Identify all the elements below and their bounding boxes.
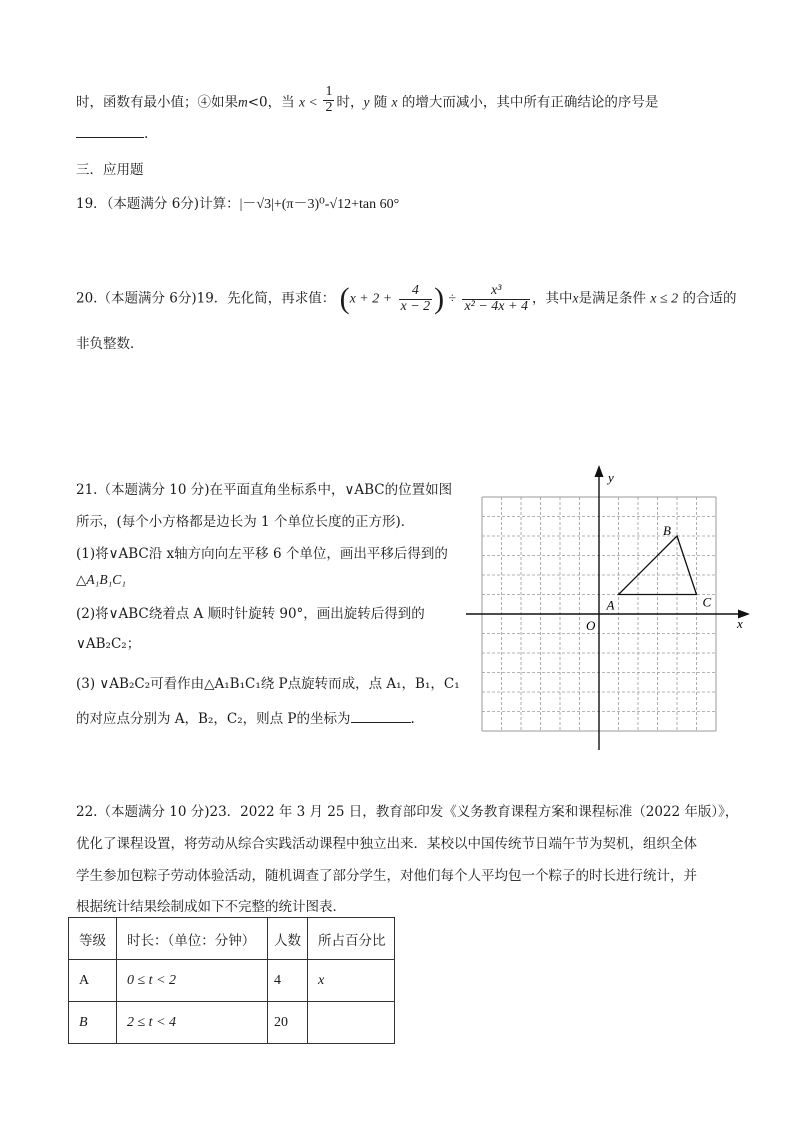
- fraction-one-half: $\frac{1}{2}$: [325, 84, 333, 115]
- table-row: [69, 960, 395, 1002]
- header-percentage: 所占百分比: [308, 918, 395, 960]
- question-20-line2: 非负整数．: [76, 336, 144, 352]
- x-axis-label: x: [737, 616, 743, 631]
- cell-duration: 2 ≤ t < 4: [117, 1002, 268, 1044]
- q21-answer-blank[interactable]: [351, 722, 411, 723]
- q18-line: 时，函数有最小值；④如果m<0，当 x < $\frac{1}{2}$ 时，y 随 x 的增大而减小，其中所有正确结论的序号是: [76, 84, 659, 115]
- cell-percentage[interactable]: x: [308, 960, 395, 1002]
- y-axis-arrow: [595, 465, 604, 477]
- fraction-4-over-x-2: $\frac{4}{x - 2}$: [400, 283, 431, 314]
- question-21-part3: (3) ∨AB₂C₂可看作由△A₁B₁C₁绕 P点旋转而成，点 A₁，B₁，C₁: [76, 676, 460, 692]
- cell-grade: B: [69, 1002, 117, 1044]
- question-21-part1: (1)将∨ABC沿 x轴方向向左平移 6 个单位，画出平移后得到的: [76, 546, 448, 562]
- question-21-part2: (2)将∨ABC绕着点 A 顺时针旋转 90°，画出旋转后得到的: [76, 606, 425, 622]
- cell-count: 20: [268, 1002, 308, 1044]
- q19-expression: |－√3|+(π－3)⁰-√12+tan 60°: [239, 197, 400, 212]
- coordinate-plane: [464, 460, 754, 760]
- header-count: 人数: [268, 918, 308, 960]
- question-21-part3-line2: 的对应点分别为 A，B₂，C₂，则点 P的坐标为 .: [76, 711, 415, 727]
- question-22-line4: 根据统计结果绘制成如下不完整的统计图表．: [76, 899, 346, 915]
- statistics-table: [68, 917, 395, 1044]
- cell-count: 4: [268, 960, 308, 1002]
- fraction-x3-over-quadratic: $\frac{\text{x³}}{\text{x² − 4x + 4}}$: [464, 283, 528, 314]
- question-21-part1-result: △A₁B₁C₁: [76, 572, 126, 587]
- header-duration: 时长：（单位：分钟）: [117, 918, 268, 960]
- header-grade: 等级: [69, 918, 117, 960]
- table-header-row: [69, 918, 395, 960]
- section-heading: 三．应用题: [76, 162, 144, 178]
- question-21-line2: 所示，(每个小方格都是边长为 1 个单位长度的正方形)．: [76, 514, 415, 530]
- question-22-line1: 22.（本题满分 10 分)23．2022 年 3 月 25 日，教育部印发《义务教育课程方案和课程标准（2022 年版）》，: [76, 804, 739, 820]
- y-axis-label: y: [608, 470, 614, 485]
- question-21-line1: 21.（本题满分 10 分)在平面直角坐标系中，∨ABC的位置如图: [76, 482, 453, 498]
- question-21-part2-result: ∨AB₂C₂；: [76, 636, 141, 652]
- table-row: [69, 1002, 395, 1044]
- point-b-label: B: [663, 523, 671, 538]
- q18-answer-blank[interactable]: .: [76, 126, 148, 142]
- cell-duration: 0 ≤ t < 2: [117, 960, 268, 1002]
- cell-percentage[interactable]: [308, 1002, 395, 1044]
- point-c-label: C: [702, 594, 712, 610]
- question-20: 20.（本题满分 6分)19．先化简，再求值： (x + 2 + $\frac{4}{x - 2}$ ) ÷ $\frac{\text{x³}}{\text{x² − 4x + 4}}$ ，其中x是满足条件 x ≤ 2 的合适的: [76, 282, 737, 316]
- question-22-line2: 优化了课程设置，将劳动从综合实践活动课程中独立出来．某校以中国传统节日端午节为契机，组织全体: [76, 836, 697, 852]
- origin-label: O: [586, 618, 596, 633]
- question-22-line3: 学生参加包粽子劳动体验活动，随机调查了部分学生，对他们每个人平均包一个粽子的时长进行统计，并: [76, 868, 697, 884]
- point-a-label: A: [606, 597, 615, 613]
- cell-grade: A: [69, 960, 117, 1002]
- question-19: 19．（本题满分 6分)计算：|－√3|+(π－3)⁰-√12+tan 60°: [76, 196, 400, 212]
